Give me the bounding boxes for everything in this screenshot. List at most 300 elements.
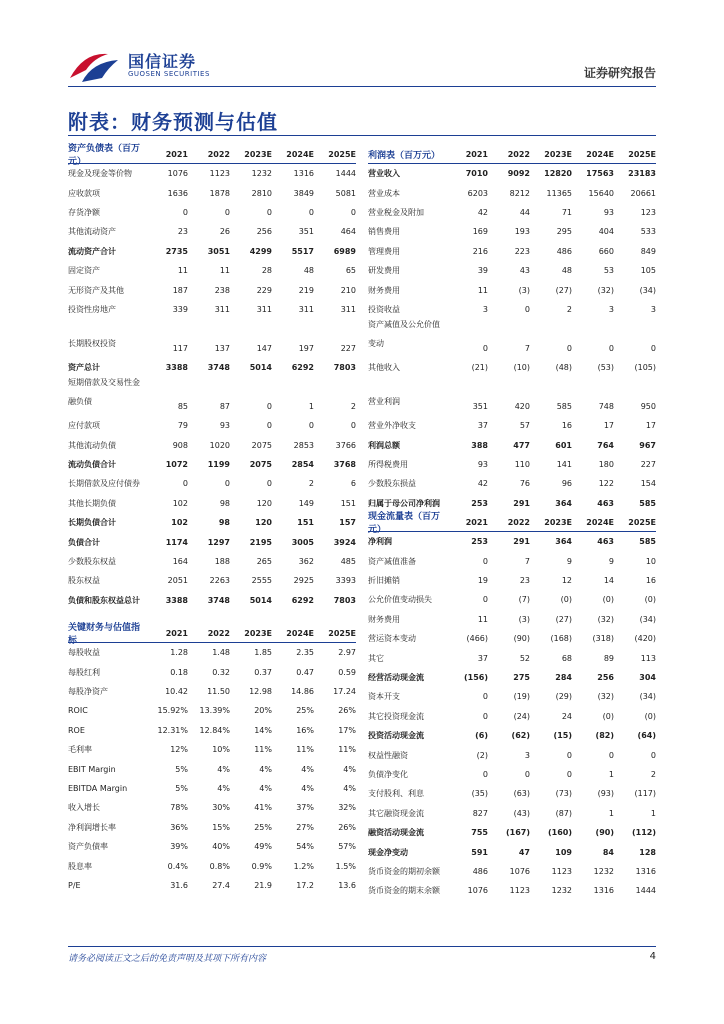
row-value: 388 xyxy=(471,440,488,450)
row-value: 295 xyxy=(556,227,572,237)
row-value: 1174 xyxy=(165,537,188,547)
row-value: 533 xyxy=(640,227,656,237)
row-value: 238 xyxy=(214,285,230,295)
row-value: 85 xyxy=(177,402,188,412)
row-label: 财务费用 xyxy=(368,614,400,624)
table-row xyxy=(68,416,356,435)
row-value: 227 xyxy=(640,460,656,470)
row-label: 存货净额 xyxy=(68,207,100,217)
row-value: (466) xyxy=(466,634,488,644)
row-label: P/E xyxy=(68,880,81,890)
table-row xyxy=(68,662,356,681)
row-value: 362 xyxy=(298,557,314,567)
row-value: 79 xyxy=(177,421,188,431)
row-label: 少数股东损益 xyxy=(368,479,416,489)
table-row xyxy=(368,687,656,706)
row-value: 2051 xyxy=(167,576,188,586)
table-row xyxy=(68,494,356,513)
row-value: 0 xyxy=(224,207,230,217)
row-value: (62) xyxy=(511,731,530,741)
table-row xyxy=(368,455,656,474)
row-value: 9 xyxy=(566,556,572,566)
brand-name-en: GUOSEN SECURITIES xyxy=(128,70,210,78)
table-row xyxy=(368,436,656,455)
row-label: 投资性房地产 xyxy=(68,304,116,314)
row-value: 21.9 xyxy=(254,880,272,890)
row-value: 284 xyxy=(555,672,572,682)
row-label: 股东权益 xyxy=(68,576,100,586)
row-label: ROE xyxy=(68,725,85,735)
row-label: 其它投资现金流 xyxy=(368,711,424,721)
row-label: 营业收入 xyxy=(368,169,400,179)
row-label: 净利润增长率 xyxy=(68,822,116,832)
row-value: (32) xyxy=(597,285,614,295)
table-row xyxy=(368,881,656,900)
row-value: 291 xyxy=(513,498,530,508)
cash-flow-table xyxy=(368,513,656,900)
row-label: 长期负债合计 xyxy=(68,518,116,528)
row-label: 现金净变动 xyxy=(368,847,408,857)
table-row xyxy=(68,818,356,837)
year-header: 2023E xyxy=(544,517,572,527)
balance-sheet-body xyxy=(68,164,356,610)
row-value: (0) xyxy=(602,711,614,721)
row-value: 827 xyxy=(472,808,488,818)
row-value: 0 xyxy=(224,479,230,489)
row-value: 764 xyxy=(597,440,614,450)
row-value: 151 xyxy=(340,498,356,508)
cash-flow-body xyxy=(368,532,656,900)
row-value: 105 xyxy=(640,266,656,276)
row-label: 投资活动现金流 xyxy=(368,731,424,741)
row-value: 2853 xyxy=(293,440,314,450)
row-value: 1072 xyxy=(165,460,188,470)
row-value: (19) xyxy=(513,692,530,702)
row-value: 0.8% xyxy=(209,861,230,871)
row-value: 3924 xyxy=(333,537,356,547)
row-value: 9 xyxy=(608,556,614,566)
row-value: 137 xyxy=(214,343,230,353)
income-statement-table xyxy=(368,145,656,513)
income-statement-title: 利润表（百万元） xyxy=(368,150,441,161)
row-value: 591 xyxy=(471,847,488,857)
table-row xyxy=(68,319,356,358)
row-value: 7803 xyxy=(333,595,356,605)
row-value: 37 xyxy=(477,421,488,431)
row-value: 47 xyxy=(518,847,530,857)
row-value: (7) xyxy=(518,595,530,605)
table-row xyxy=(368,358,656,377)
table-row xyxy=(368,707,656,726)
row-value: 229 xyxy=(256,285,272,295)
row-value: (27) xyxy=(555,285,572,295)
row-value: 0 xyxy=(308,207,314,217)
year-header: 2023E xyxy=(544,149,572,159)
row-value: 120 xyxy=(256,498,272,508)
row-value: 26% xyxy=(338,822,356,832)
title-divider xyxy=(68,135,656,136)
row-value: 0.47 xyxy=(296,667,314,677)
year-header: 2024E xyxy=(286,628,314,638)
row-value: 1123 xyxy=(209,169,230,179)
row-value: 54% xyxy=(296,842,314,852)
year-header: 2022 xyxy=(507,149,530,159)
table-row xyxy=(368,319,656,358)
year-header: 2024E xyxy=(586,517,614,527)
row-value: 48 xyxy=(561,266,572,276)
row-value: (0) xyxy=(644,595,656,605)
row-value: 0.37 xyxy=(254,667,272,677)
row-value: 1297 xyxy=(207,537,230,547)
key-metrics-header xyxy=(68,623,356,647)
row-label: 其他流动负债 xyxy=(68,440,116,450)
row-value: 1444 xyxy=(335,169,356,179)
row-value: 216 xyxy=(472,246,488,256)
row-value: 265 xyxy=(256,557,272,567)
row-label: 负债合计 xyxy=(68,537,100,547)
row-value: 1 xyxy=(308,402,314,412)
table-row xyxy=(368,745,656,764)
table-row xyxy=(68,455,356,474)
year-header: 2022 xyxy=(507,517,530,527)
row-label: 长期借款及应付债券 xyxy=(68,479,140,489)
year-header: 2021 xyxy=(165,628,188,638)
row-value: 30% xyxy=(212,803,230,813)
row-value: 486 xyxy=(556,246,572,256)
row-value: 748 xyxy=(598,402,614,412)
year-header: 2022 xyxy=(207,628,230,638)
year-header: 2021 xyxy=(165,149,188,159)
row-value: 1316 xyxy=(293,169,314,179)
row-value: 93 xyxy=(603,207,614,217)
table-row xyxy=(368,551,656,570)
row-value: 2735 xyxy=(165,246,188,256)
row-value: 1076 xyxy=(467,886,488,896)
row-value: 227 xyxy=(340,343,356,353)
row-label: 少数股东权益 xyxy=(68,557,116,567)
table-row xyxy=(68,436,356,455)
row-value: 14.86 xyxy=(291,686,314,696)
row-value: (32) xyxy=(597,692,614,702)
row-value: 0 xyxy=(524,304,530,314)
row-label: 负债净变化 xyxy=(368,769,408,779)
table-row xyxy=(68,242,356,261)
row-value: 14% xyxy=(254,725,272,735)
row-value: 84 xyxy=(602,847,614,857)
table-row xyxy=(68,280,356,299)
row-value: 98 xyxy=(218,518,230,528)
row-value: 291 xyxy=(513,537,530,547)
row-value: (24) xyxy=(513,711,530,721)
row-value: 7010 xyxy=(465,169,488,179)
row-label: 融资活动现金流 xyxy=(368,828,424,838)
row-value: 71 xyxy=(561,207,572,217)
row-value: 219 xyxy=(298,285,314,295)
row-value: 109 xyxy=(555,847,572,857)
row-value: 1.5% xyxy=(335,861,356,871)
row-value: 65 xyxy=(345,266,356,276)
row-label: 折旧摊销 xyxy=(368,576,400,586)
row-value: (35) xyxy=(471,789,488,799)
table-row xyxy=(368,842,656,861)
row-value: (15) xyxy=(553,731,572,741)
row-value: 57 xyxy=(519,421,530,431)
report-type: 证券研究报告 xyxy=(583,66,656,80)
row-value: 1123 xyxy=(551,866,572,876)
row-value: 52 xyxy=(519,653,530,663)
table-row xyxy=(368,823,656,842)
row-value: 0 xyxy=(482,769,488,779)
row-value: 117 xyxy=(172,343,188,353)
row-label: 资产负债率 xyxy=(68,842,108,852)
row-value: 3748 xyxy=(207,595,230,605)
row-value: 1232 xyxy=(251,169,272,179)
table-row xyxy=(68,513,356,532)
row-value: 12.31% xyxy=(157,725,188,735)
year-header: 2025E xyxy=(628,517,656,527)
cash-flow-header xyxy=(368,512,656,536)
row-label: 资产减值准备 xyxy=(368,556,416,566)
year-header: 2023E xyxy=(244,149,272,159)
row-value: 93 xyxy=(219,421,230,431)
row-value: 4% xyxy=(217,764,230,774)
row-value: 1 xyxy=(650,808,656,818)
row-value: 2 xyxy=(650,769,656,779)
row-value: 1232 xyxy=(551,886,572,896)
row-value: 8212 xyxy=(509,188,530,198)
page-title: 附表：财务预测与估值 xyxy=(68,110,278,134)
row-label: 无形资产及其他 xyxy=(68,285,124,295)
year-header: 2021 xyxy=(465,149,488,159)
row-value: 4% xyxy=(301,764,314,774)
row-value: 20661 xyxy=(630,188,656,198)
row-label: 其他长期负债 xyxy=(68,498,116,508)
row-value: 32% xyxy=(338,803,356,813)
row-value: 463 xyxy=(597,498,614,508)
table-row xyxy=(368,648,656,667)
table-row xyxy=(368,629,656,648)
table-row xyxy=(68,552,356,571)
row-value: (90) xyxy=(595,828,614,838)
row-value: 0 xyxy=(650,750,656,760)
row-value: 1.28 xyxy=(170,648,188,658)
row-label: 每股红利 xyxy=(68,667,100,677)
row-value: 14 xyxy=(603,576,614,586)
row-label: 股息率 xyxy=(68,861,92,871)
row-value: 20% xyxy=(254,706,272,716)
row-value: 197 xyxy=(298,343,314,353)
row-value: (6) xyxy=(475,731,488,741)
table-row xyxy=(368,804,656,823)
row-value: 1199 xyxy=(207,460,230,470)
row-value: 256 xyxy=(597,672,614,682)
row-value: 3 xyxy=(524,750,530,760)
row-value: 27.4 xyxy=(212,880,230,890)
row-value: 17.2 xyxy=(296,880,314,890)
row-value: 0.9% xyxy=(251,861,272,871)
row-label: 所得税费用 xyxy=(368,460,408,470)
table-row xyxy=(368,242,656,261)
table-row xyxy=(368,784,656,803)
row-value: (156) xyxy=(463,672,488,682)
row-value: 4% xyxy=(259,764,272,774)
row-value: 15.92% xyxy=(157,706,188,716)
row-value: 1076 xyxy=(509,866,530,876)
table-row xyxy=(68,300,356,319)
row-label: 营业利润 xyxy=(368,397,400,407)
row-value: 210 xyxy=(340,285,356,295)
right-column xyxy=(368,145,656,900)
row-value: 2810 xyxy=(251,188,272,198)
row-value: 110 xyxy=(514,460,530,470)
row-value: 157 xyxy=(339,518,356,528)
balance-sheet-title: 资产负债表（百万元） xyxy=(68,144,141,167)
row-value: (21) xyxy=(471,363,488,373)
table-row xyxy=(368,726,656,745)
row-value: 48 xyxy=(303,266,314,276)
table-row xyxy=(68,682,356,701)
row-value: (29) xyxy=(555,692,572,702)
row-label: 每股净资产 xyxy=(68,686,108,696)
row-value: 96 xyxy=(561,479,572,489)
row-value: 1020 xyxy=(209,440,230,450)
row-value: 39 xyxy=(477,266,488,276)
row-value: 0 xyxy=(266,421,272,431)
row-value: 0 xyxy=(266,479,272,489)
table-row xyxy=(368,280,656,299)
row-label: 营业税金及附加 xyxy=(368,207,424,217)
row-value: 3388 xyxy=(165,363,188,373)
table-row xyxy=(68,876,356,895)
row-value: 4299 xyxy=(249,246,272,256)
table-row xyxy=(68,740,356,759)
row-label: 研发费用 xyxy=(368,266,400,276)
row-value: 908 xyxy=(172,440,188,450)
row-value: 2263 xyxy=(209,576,230,586)
row-label: 其它 xyxy=(368,653,384,663)
row-label: 货币资金的期末余额 xyxy=(368,886,440,896)
row-value: 364 xyxy=(555,537,572,547)
row-value: 0 xyxy=(482,711,488,721)
row-value: 0.32 xyxy=(212,667,230,677)
row-value: 3 xyxy=(482,304,488,314)
key-metrics-table xyxy=(68,624,356,895)
row-value: 2 xyxy=(566,304,572,314)
row-value: 4% xyxy=(343,764,356,774)
row-value: (64) xyxy=(637,731,656,741)
table-row xyxy=(368,571,656,590)
row-label: 负债和股东权益总计 xyxy=(68,595,140,605)
row-value: 12% xyxy=(170,745,188,755)
table-row xyxy=(368,474,656,493)
row-value: 1.48 xyxy=(212,648,230,658)
row-value: 1.2% xyxy=(293,861,314,871)
row-value: 3005 xyxy=(291,537,314,547)
row-value: 9092 xyxy=(507,169,530,179)
row-value: 11 xyxy=(477,285,488,295)
row-value: (93) xyxy=(597,789,614,799)
row-label: 长期股权投资 xyxy=(68,338,116,348)
year-header: 2025E xyxy=(628,149,656,159)
row-value: (27) xyxy=(555,614,572,624)
row-label: 经营活动现金流 xyxy=(368,672,424,682)
row-value: 10.42 xyxy=(165,686,188,696)
row-value: 223 xyxy=(514,246,530,256)
row-value: 1316 xyxy=(593,886,614,896)
table-row xyxy=(368,862,656,881)
row-value: 3748 xyxy=(207,363,230,373)
row-value: (105) xyxy=(634,363,656,373)
row-value: 6292 xyxy=(291,595,314,605)
row-value: 3849 xyxy=(293,188,314,198)
row-label: 营运资本变动 xyxy=(368,634,416,644)
year-header: 2022 xyxy=(207,149,230,159)
row-value: 23183 xyxy=(628,169,656,179)
row-value: (0) xyxy=(560,595,572,605)
row-value: 120 xyxy=(255,518,272,528)
row-value: 5081 xyxy=(335,188,356,198)
row-label: 固定资产 xyxy=(68,266,100,276)
row-label: 支付股利、利息 xyxy=(368,789,424,799)
row-value: 849 xyxy=(640,246,656,256)
page-number: 4 xyxy=(649,951,656,962)
table-row xyxy=(68,377,356,416)
year-header: 2024E xyxy=(586,149,614,159)
row-value: 17% xyxy=(338,725,356,735)
row-value: (90) xyxy=(513,634,530,644)
row-value: 601 xyxy=(555,440,572,450)
table-row xyxy=(68,474,356,493)
year-header: 2023E xyxy=(244,628,272,638)
row-value: 404 xyxy=(598,227,614,237)
row-value: 585 xyxy=(556,402,572,412)
row-value: 3388 xyxy=(165,595,188,605)
row-value: 0 xyxy=(308,421,314,431)
row-value: 4% xyxy=(217,783,230,793)
table-row xyxy=(368,222,656,241)
table-row xyxy=(68,837,356,856)
row-value: 53 xyxy=(603,266,614,276)
row-value: 339 xyxy=(172,304,188,314)
row-value: 16 xyxy=(561,421,572,431)
table-row xyxy=(68,532,356,551)
table-row xyxy=(68,183,356,202)
year-header: 2025E xyxy=(328,149,356,159)
row-label: EBIT Margin xyxy=(68,764,116,774)
row-value: 11365 xyxy=(546,188,572,198)
row-label: 短期借款及交易性金融负债 xyxy=(68,378,140,407)
row-value: 12 xyxy=(561,576,572,586)
table-row xyxy=(368,203,656,222)
table-row xyxy=(68,571,356,590)
row-value: 3 xyxy=(650,304,656,314)
row-value: 6292 xyxy=(291,363,314,373)
row-value: 5014 xyxy=(249,595,272,605)
row-value: 253 xyxy=(471,537,488,547)
key-metrics-title: 关键财务与估值指标 xyxy=(68,623,141,647)
row-value: 49% xyxy=(254,842,272,852)
row-value: (63) xyxy=(513,789,530,799)
balance-sheet-header xyxy=(68,144,356,167)
row-value: 193 xyxy=(514,227,530,237)
table-row xyxy=(68,779,356,798)
row-value: 11% xyxy=(296,745,314,755)
row-value: 0 xyxy=(566,750,572,760)
row-value: 42 xyxy=(477,479,488,489)
row-label: 资产总计 xyxy=(68,363,100,373)
row-value: 0.4% xyxy=(167,861,188,871)
row-label: 归属于母公司净利润 xyxy=(368,498,440,508)
